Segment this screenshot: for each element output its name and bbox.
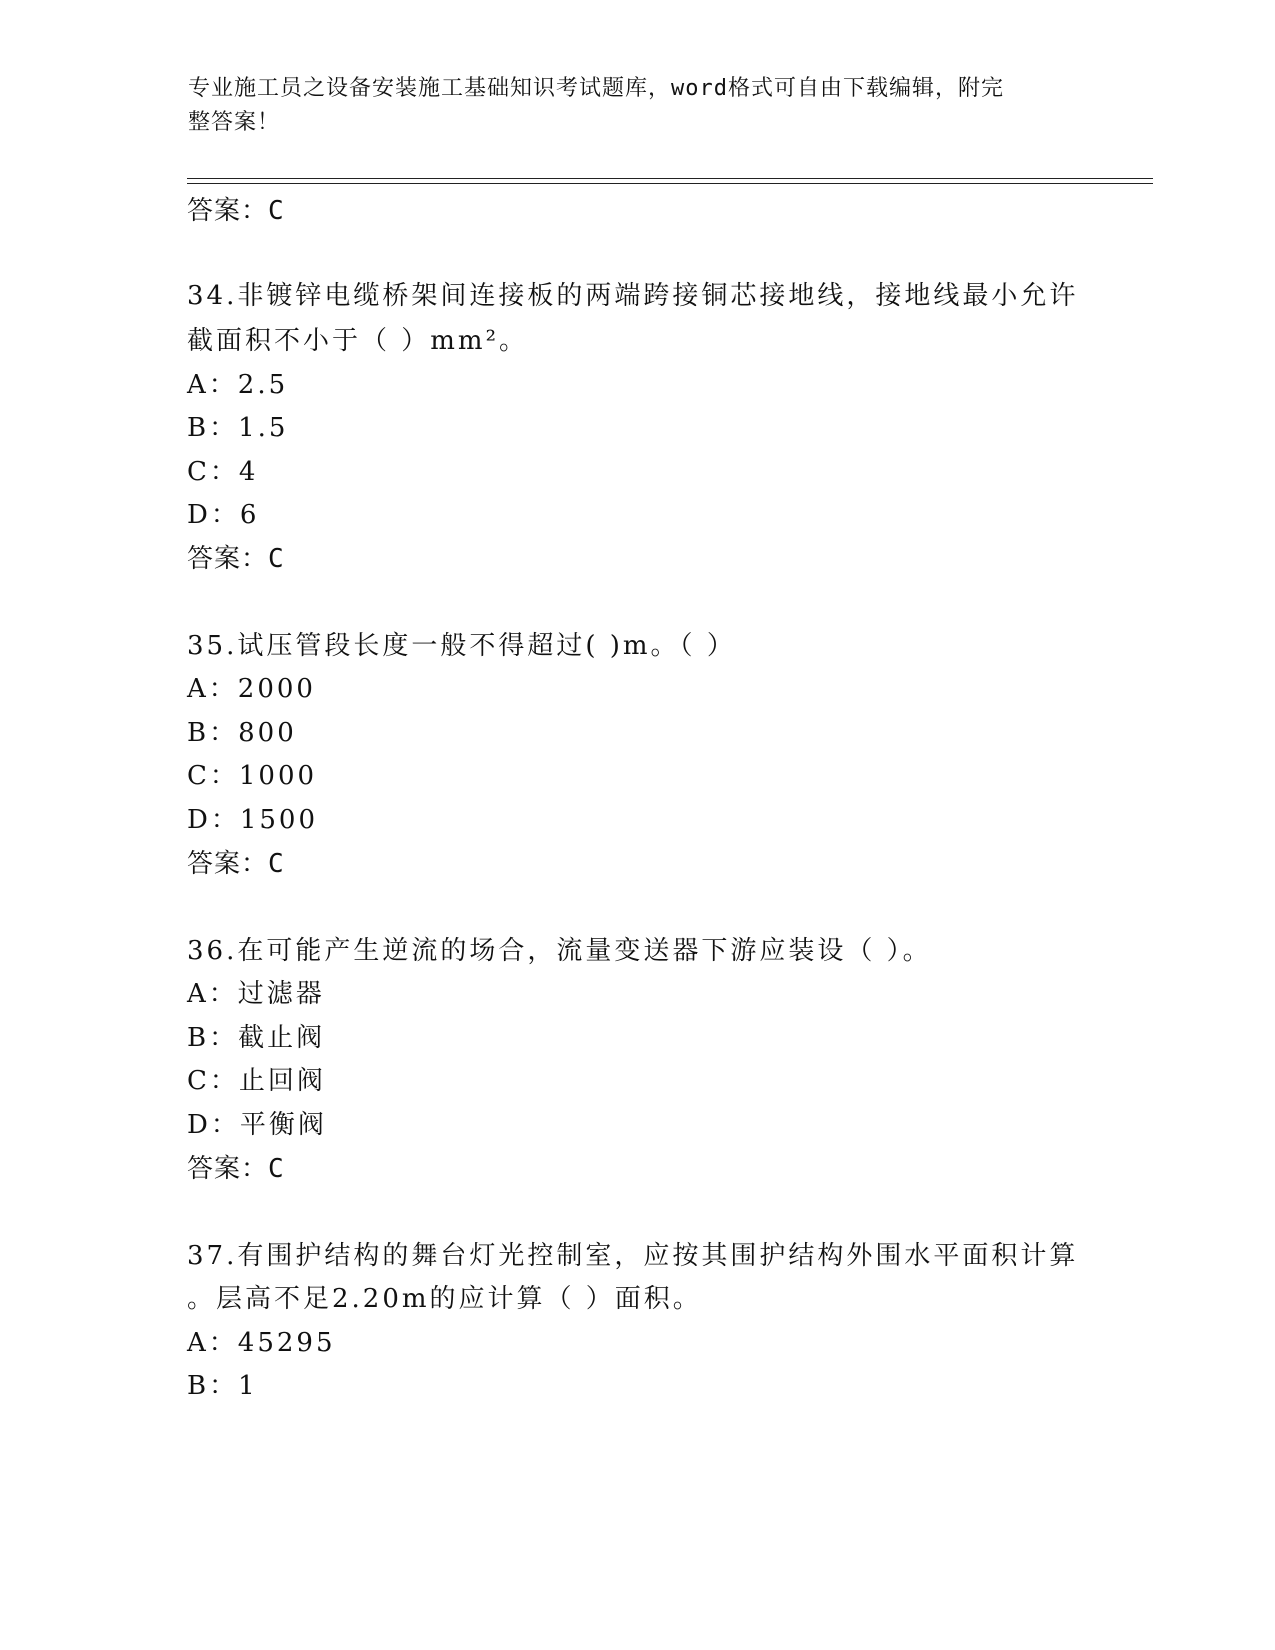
q36-option-d: D：平衡阀 <box>187 1110 327 1140</box>
q36-option-b: B：截止阀 <box>187 1023 326 1053</box>
q35-answer: 答案：C <box>187 849 285 879</box>
header-divider-top <box>187 178 1153 179</box>
q34-answer: 答案：C <box>187 544 285 574</box>
answer-prev: 答案：C <box>187 196 285 226</box>
q34-option-c: C：4 <box>187 457 259 487</box>
q36-answer: 答案：C <box>187 1154 285 1184</box>
q35-option-a: A：2000 <box>187 674 316 704</box>
q34-stem-line-1: 34.非镀锌电缆桥架间连接板的两端跨接铜芯接地线，接地线最小允许 <box>187 281 1079 311</box>
header-line-2: 整答案！ <box>188 110 281 135</box>
q34-option-d: D：6 <box>187 500 260 530</box>
q36-option-a: A：过滤器 <box>187 979 325 1009</box>
header-divider-bottom <box>187 183 1153 184</box>
q37-stem-line-1: 37.有围护结构的舞台灯光控制室，应按其围护结构外围水平面积计算 <box>187 1241 1079 1271</box>
q36-option-c: C：止回阀 <box>187 1066 326 1096</box>
q35-option-b: B：800 <box>187 718 297 748</box>
q34-stem-line-2: 截面积不小于（ ）mm²。 <box>187 326 528 356</box>
q36-stem-line-1: 36.在可能产生逆流的场合，流量变送器下游应装设（ ）。 <box>187 936 932 966</box>
q37-option-b: B：1 <box>187 1371 258 1401</box>
q34-option-a: A：2.5 <box>187 370 289 400</box>
q35-option-c: C：1000 <box>187 761 318 791</box>
q35-stem-line-1: 35.试压管段长度一般不得超过( )m。（ ） <box>187 631 736 661</box>
document-header <box>188 72 1068 140</box>
q35-option-d: D：1500 <box>187 805 319 835</box>
header-line-1: 专业施工员之设备安装施工基础知识考试题库，word格式可自由下载编辑，附完 <box>188 76 1004 101</box>
q37-stem-line-2: 。层高不足2.20m的应计算（ ）面积。 <box>187 1284 702 1314</box>
q37-option-a: A：45295 <box>187 1328 336 1358</box>
q34-option-b: B：1.5 <box>187 413 289 443</box>
